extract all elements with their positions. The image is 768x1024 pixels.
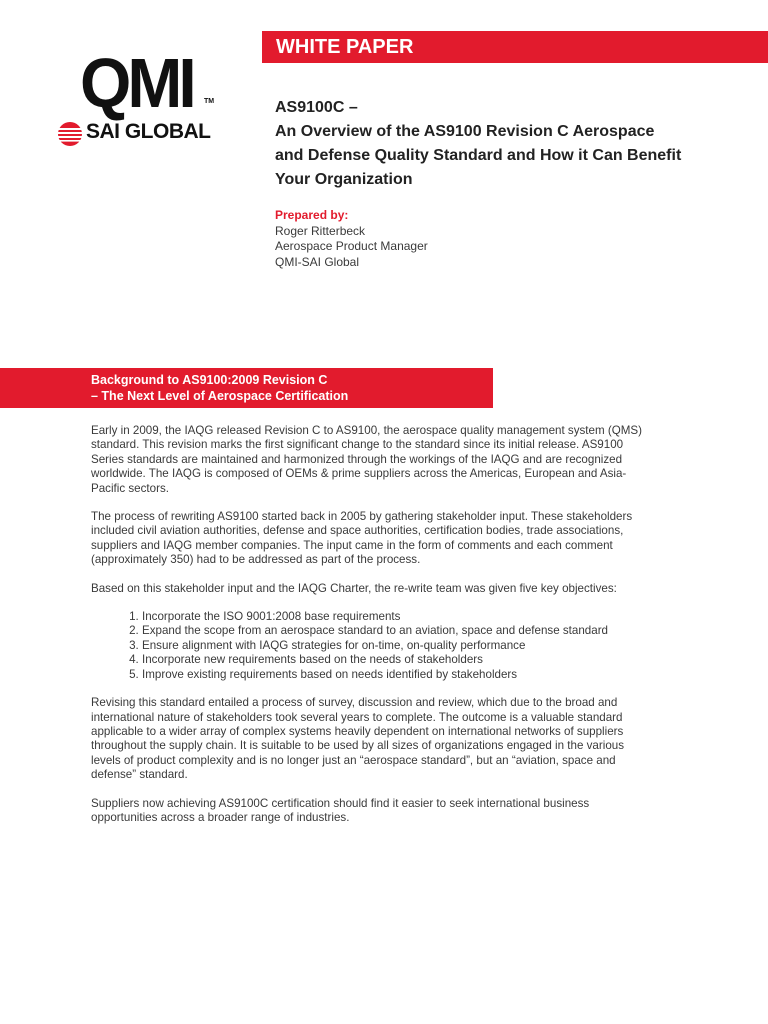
text-line: Series standards are maintained and harmonized through the workings of the IAQG and are recognized <box>91 452 623 466</box>
title-line: Your Organization <box>275 171 413 188</box>
text-line: opportunities across a broader range of industries. <box>91 810 350 824</box>
body-text <box>91 424 731 839</box>
text-line: Pacific sectors. <box>91 481 169 495</box>
logo-trademark: TM <box>204 98 215 105</box>
qmi-sai-global-logo <box>52 44 222 160</box>
document-title <box>275 96 745 192</box>
white-paper-label: WHITE PAPER <box>276 36 414 58</box>
section-heading <box>91 373 348 404</box>
paragraph-intro <box>91 424 731 496</box>
paragraph-suppliers <box>91 797 731 826</box>
section-heading-line: – The Next Level of Aerospace Certification <box>91 388 349 403</box>
text-line: international nature of stakeholders took several years to complete. The outcome is a valuable standard <box>91 710 623 724</box>
globe-icon <box>56 120 84 148</box>
list-item: 4. Incorporate new requirements based on the needs of stakeholders <box>142 653 731 667</box>
objectives-list <box>91 610 731 682</box>
list-item: 1. Incorporate the ISO 9001:2008 base requirements <box>142 610 731 624</box>
text-line: levels of product complexity and is no longer just an “aerospace standard”, but an “aviation, space and <box>91 753 616 767</box>
text-line: applicable to a wider array of complex systems heavily dependent on international networks of suppliers <box>91 724 624 738</box>
logo-company-text: SAI GLOBAL <box>86 120 211 143</box>
author-organization: QMI-SAI Global <box>275 254 360 269</box>
text-line: worldwide. The IAQG is composed of OEMs & prime suppliers across the Americas, European and Asia- <box>91 467 627 481</box>
paragraph-objectives-intro <box>91 582 731 596</box>
text-line: throughout the supply chain. It is suitable to be used by all sizes of organizations engaged in the various <box>91 739 625 753</box>
list-item: 5. Improve existing requirements based on needs identified by stakeholders <box>142 668 731 682</box>
list-item: 2. Expand the scope from an aerospace standard to an aviation, space and defense standard <box>142 624 731 638</box>
text-line: standard. This revision marks the first significant change to the standard since its initial release. AS9100 <box>91 438 624 452</box>
logo-brand-text: QMI <box>80 44 193 122</box>
text-line: Suppliers now achieving AS9100C certification should find it easier to seek international business <box>91 796 590 810</box>
author-role: Aerospace Product Manager <box>275 239 428 253</box>
paragraph-process <box>91 510 731 568</box>
text-line: Based on this stakeholder input and the IAQG Charter, the re-write team was given five key objectives: <box>91 581 617 595</box>
text-line: suppliers and IAQG member companies. The input came in the form of comments and each comment <box>91 538 613 552</box>
list-item: 3. Ensure alignment with IAQG strategies for on-time, on-quality performance <box>142 639 731 653</box>
section-heading-banner <box>0 368 493 408</box>
section-heading-line: Background to AS9100:2009 Revision C <box>91 373 328 387</box>
text-line: (approximately 350) had to be addressed as part of the process. <box>91 553 421 567</box>
title-line: AS9100C – <box>275 99 358 116</box>
white-paper-banner <box>262 31 768 63</box>
text-line: Early in 2009, the IAQG released Revision C to AS9100, the aerospace quality management system (QMS) <box>91 424 642 437</box>
paragraph-outcome <box>91 696 731 782</box>
prepared-by-label: Prepared by: <box>275 208 349 222</box>
author-block <box>275 208 575 270</box>
author-name: Roger Ritterbeck <box>275 223 366 238</box>
text-line: defense” standard. <box>91 768 188 782</box>
title-line: and Defense Quality Standard and How it Can Benefit <box>275 147 682 164</box>
text-line: included civil aviation authorities, defense and space authorities, certification bodies, trade associations, <box>91 524 624 538</box>
text-line: The process of rewriting AS9100 started back in 2005 by gathering stakeholder input. These stakeholders <box>91 510 633 524</box>
title-line: An Overview of the AS9100 Revision C Aerospace <box>275 123 655 140</box>
text-line: Revising this standard entailed a process of survey, discussion and review, which due to the broad and <box>91 696 618 710</box>
